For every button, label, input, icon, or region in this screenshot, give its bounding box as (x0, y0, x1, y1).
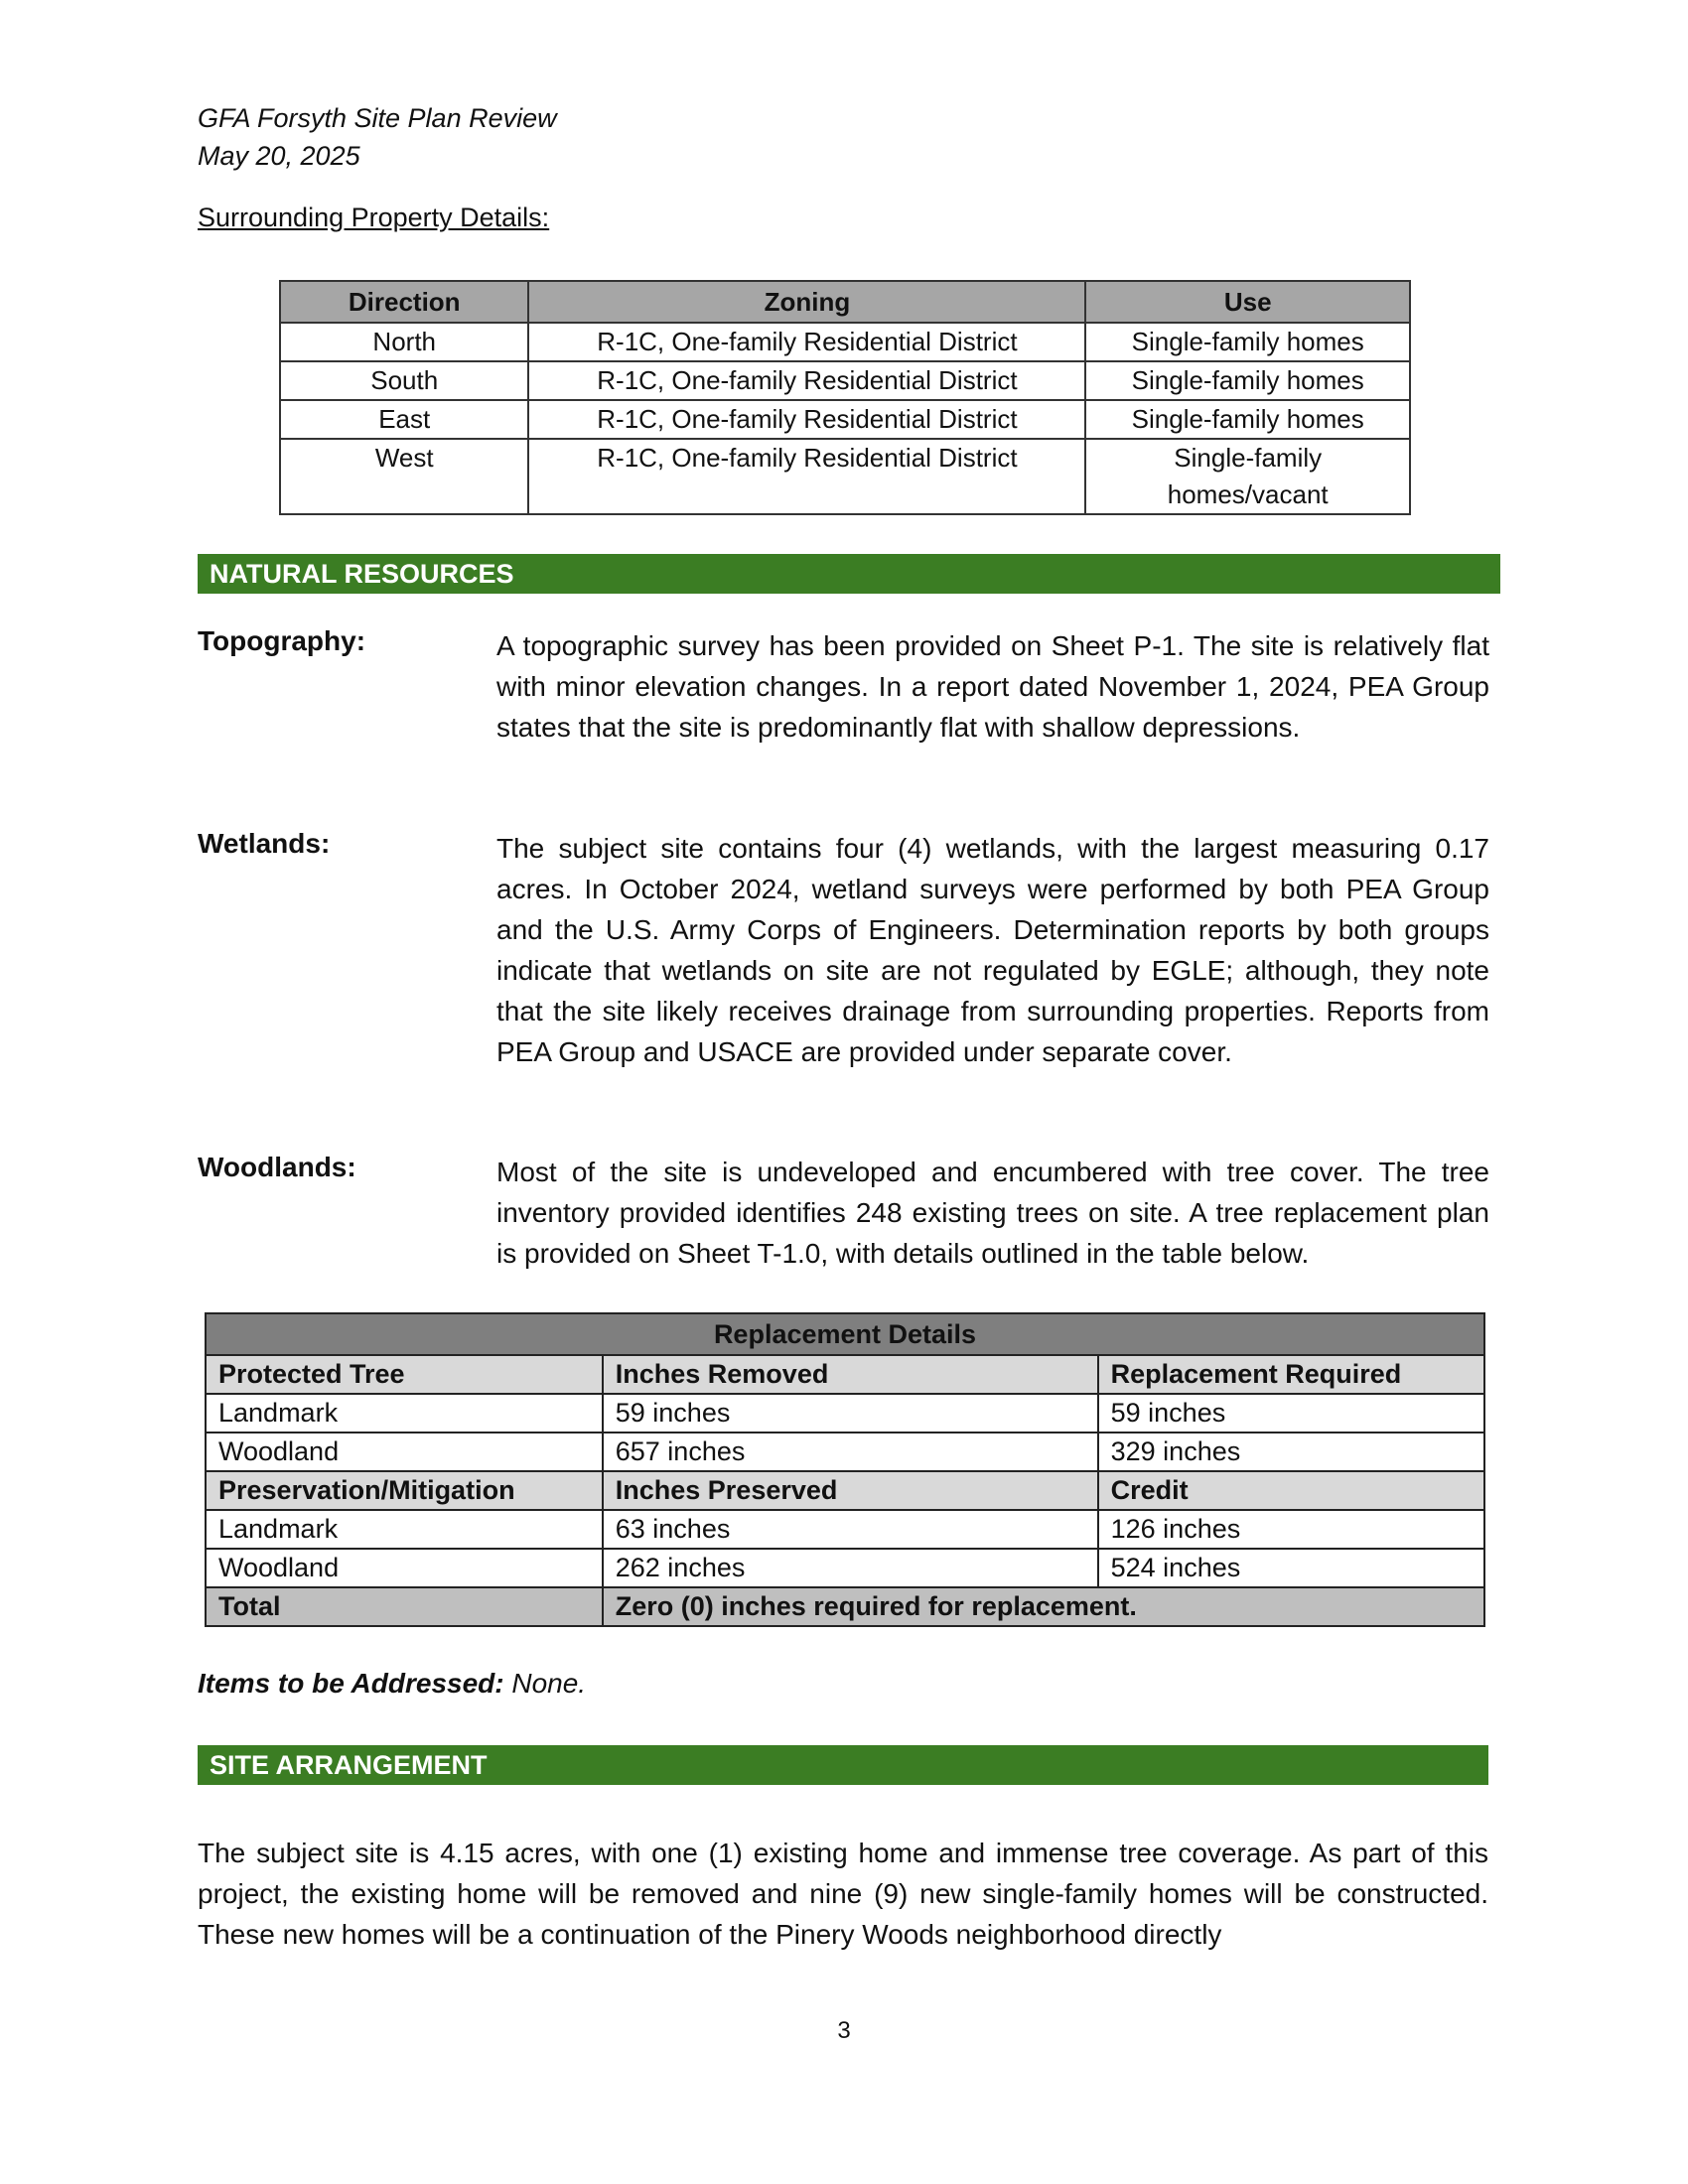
replacement-table (205, 1312, 1485, 1627)
table-cell: Landmark (206, 1510, 603, 1549)
table-header-row (280, 281, 1410, 323)
table-cell: 262 inches (603, 1549, 1098, 1587)
zoning-cell: R-1C, One-family Residential District (528, 400, 1085, 439)
zoning-cell: R-1C, One-family Residential District (528, 439, 1085, 514)
total-value: Zero (0) inches required for replacement. (603, 1587, 1484, 1626)
topography-label: Topography: (198, 625, 366, 656)
use-cell: Single-family homes (1085, 323, 1410, 361)
site-arrangement-text: The subject site is 4.15 acres, with one (1) existing home and immense tree coverage. As part of this project, the existing home will be removed and nine (9) new single-family homes will be constructed. These new homes will be a continuation of the Pinery Woods neighborhood directly (198, 1838, 1488, 1950)
column-header: Replacement Required (1098, 1355, 1484, 1394)
topography-text: A topographic survey has been provided on Sheet P-1. The site is relatively flat with minor elevation changes. In a report dated November 1, 2024, PEA Group states that the site is predominantly flat with shallow depressions. (496, 630, 1489, 743)
column-header: Use (1085, 281, 1410, 323)
table-cell: 63 inches (603, 1510, 1098, 1549)
report-title: GFA Forsyth Site Plan Review (198, 103, 557, 133)
direction-cell: South (280, 361, 528, 400)
total-label: Total (206, 1587, 603, 1626)
table-header-row (206, 1355, 1484, 1394)
table-row (280, 323, 1410, 361)
column-header: Direction (280, 281, 528, 323)
column-header: Protected Tree (206, 1355, 603, 1394)
table-header-row (206, 1471, 1484, 1510)
table-cell: 657 inches (603, 1433, 1098, 1471)
column-header: Inches Removed (603, 1355, 1098, 1394)
table-cell: 59 inches (603, 1394, 1098, 1433)
report-date: May 20, 2025 (198, 141, 360, 171)
table-total-row (206, 1587, 1484, 1626)
wetlands-text: The subject site contains four (4) wetlands, with the largest measuring 0.17 acres. In October 2024, wetland surveys were performed by both PEA Group and the U.S. Army Corps of Engineers. Determination reports by both groups indicate that wetlands on site are not regulated by EGLE; although, they note that the site likely receives drainage from surrounding properties. Reports from PEA Group and USACE are provided under separate cover. (496, 833, 1489, 1067)
items-to-address (198, 1668, 586, 1700)
use-cell: Single-family homes (1085, 400, 1410, 439)
table-row (206, 1394, 1484, 1433)
wetlands-label: Wetlands: (198, 828, 331, 859)
table-cell: 126 inches (1098, 1510, 1484, 1549)
table-row (206, 1510, 1484, 1549)
section-heading-site-arrangement: SITE ARRANGEMENT (198, 1745, 1488, 1785)
table-caption-row (206, 1313, 1484, 1355)
woodlands-text: Most of the site is undeveloped and encumbered with tree cover. The tree inventory provided identifies 248 existing trees on site. A tree replacement plan is provided on Sheet T-1.0, with details outlined in the table below. (496, 1157, 1489, 1269)
surrounding-title: Surrounding Property Details: (198, 203, 550, 232)
table-cell: Landmark (206, 1394, 603, 1433)
table-cell: Woodland (206, 1433, 603, 1471)
column-header: Inches Preserved (603, 1471, 1098, 1510)
table-row (206, 1433, 1484, 1471)
woodlands-label: Woodlands: (198, 1152, 356, 1182)
table-cell: 59 inches (1098, 1394, 1484, 1433)
section-heading-natural-resources: NATURAL RESOURCES (198, 554, 1500, 594)
table-cell: Woodland (206, 1549, 603, 1587)
table-row (280, 400, 1410, 439)
column-header: Credit (1098, 1471, 1484, 1510)
direction-cell: North (280, 323, 528, 361)
table-row (280, 439, 1410, 514)
table-row (206, 1549, 1484, 1587)
zoning-cell: R-1C, One-family Residential District (528, 323, 1085, 361)
table-cell: 524 inches (1098, 1549, 1484, 1587)
zoning-cell: R-1C, One-family Residential District (528, 361, 1085, 400)
direction-cell: East (280, 400, 528, 439)
table-row (280, 361, 1410, 400)
use-cell: Single-family homes (1085, 361, 1410, 400)
use-cell: Single-family homes/vacant (1085, 439, 1410, 514)
page-number: 3 (837, 2017, 851, 2044)
column-header: Preservation/Mitigation (206, 1471, 603, 1510)
direction-cell: West (280, 439, 528, 514)
items-value: None. (503, 1668, 587, 1699)
table-cell: 329 inches (1098, 1433, 1484, 1471)
column-header: Zoning (528, 281, 1085, 323)
surrounding-table (279, 280, 1411, 515)
items-label: Items to be Addressed: (198, 1668, 504, 1699)
table-caption: Replacement Details (206, 1313, 1484, 1355)
